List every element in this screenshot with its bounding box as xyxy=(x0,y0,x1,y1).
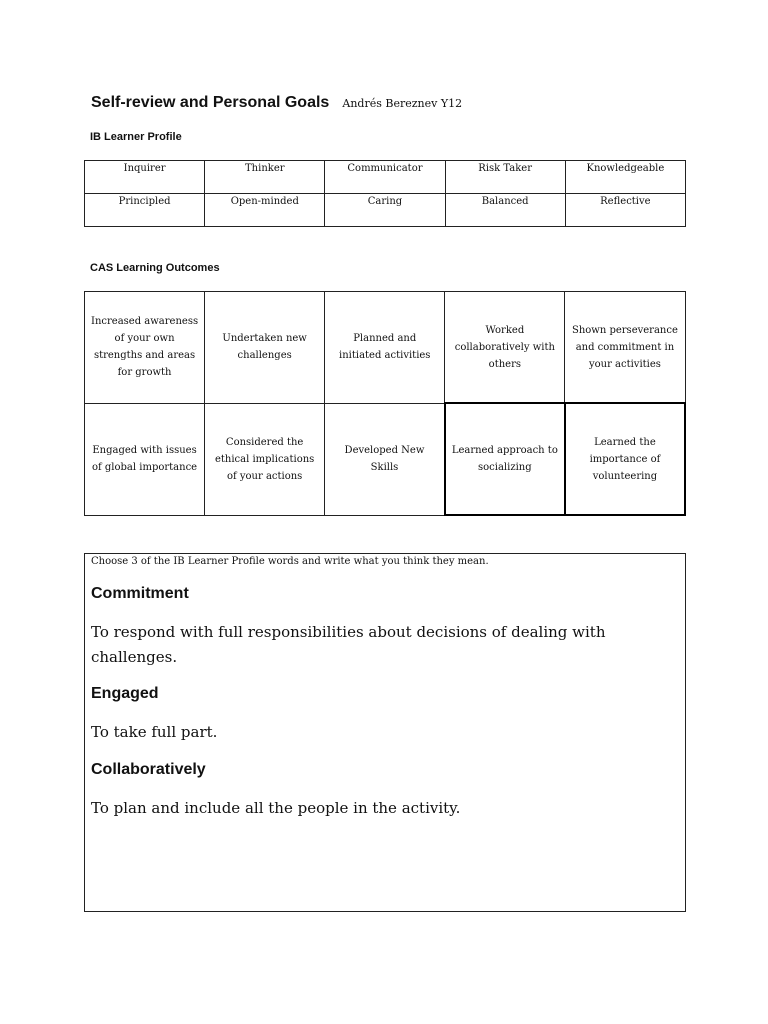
reflection-word: Commitment xyxy=(91,585,189,602)
reflection-meaning: To respond with full responsibilities about decisions of dealing with challenges. xyxy=(91,623,606,666)
table-cell: Reflective xyxy=(565,194,685,227)
reflection-meaning: To take full part. xyxy=(91,723,218,741)
table-cell: Increased awareness of your own strengths and areas for growth xyxy=(85,292,205,404)
table-cell: Knowledgeable xyxy=(565,161,685,194)
table-cell: Engaged with issues of global importance xyxy=(85,403,205,515)
cas-outcomes-heading: CAS Learning Outcomes xyxy=(90,262,220,274)
page-title-line xyxy=(91,92,462,112)
table-cell: Balanced xyxy=(445,194,565,227)
cas-outcomes-table xyxy=(84,291,686,516)
table-cell: Inquirer xyxy=(85,161,205,194)
table-cell: Considered the ethical implications of your actions xyxy=(205,403,325,515)
reflection-instruction: Choose 3 of the IB Learner Profile words and write what you think they mean. xyxy=(91,556,489,567)
learner-profile-heading: IB Learner Profile xyxy=(90,131,182,143)
table-row xyxy=(85,292,686,404)
reflection-box xyxy=(84,553,686,912)
table-cell-highlighted: Learned the importance of volunteering xyxy=(565,403,685,515)
table-cell: Worked collaboratively with others xyxy=(445,292,565,404)
table-row xyxy=(85,403,686,515)
table-cell: Undertaken new challenges xyxy=(205,292,325,404)
table-cell: Communicator xyxy=(325,161,445,194)
learner-profile-table xyxy=(84,160,686,227)
table-cell: Developed New Skills xyxy=(325,403,445,515)
reflection-meaning: To plan and include all the people in the activity. xyxy=(91,799,461,817)
table-cell: Risk Taker xyxy=(445,161,565,194)
reflection-word: Engaged xyxy=(91,685,159,702)
page-title: Self-review and Personal Goals xyxy=(91,94,330,111)
table-cell: Shown perseverance and commitment in your activities xyxy=(565,292,685,404)
table-cell: Open-minded xyxy=(205,194,325,227)
table-cell: Principled xyxy=(85,194,205,227)
table-cell: Caring xyxy=(325,194,445,227)
reflection-word: Collaboratively xyxy=(91,761,206,778)
table-row xyxy=(85,161,686,194)
table-cell: Planned and initiated activities xyxy=(325,292,445,404)
table-cell-highlighted: Learned approach to socializing xyxy=(445,403,565,515)
table-row xyxy=(85,194,686,227)
author-name: Andrés Bereznev Y12 xyxy=(342,97,463,110)
table-cell: Thinker xyxy=(205,161,325,194)
